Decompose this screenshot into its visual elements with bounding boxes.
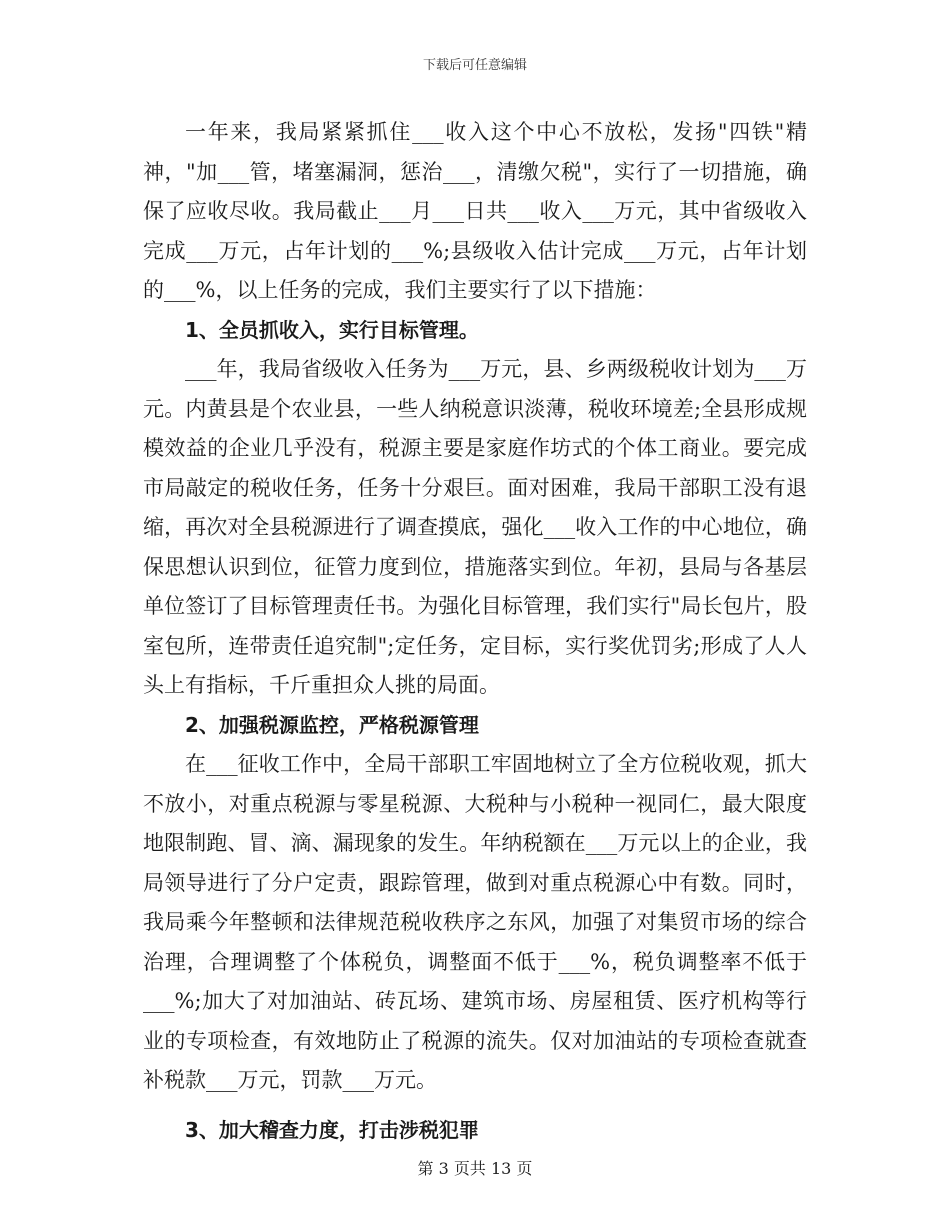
section-paragraph-2: 在___征收工作中，全局干部职工牢固地树立了全方位税收观，抓大不放小，对重点税源与零星税源、大税种与小税种一视同仁，最大限度地限制跑、冒、滴、漏现象的发生。年纳税额在___万元以上的企业，我局领导进行了分户定责，跟踪管理，做到对重点税源心中有数。同时，我局乘今年整顿和法律规范税收秩序之东风，加强了对集贸市场的综合治理，合理调整了个体税负，调整面不低于___%，税负调整率不低于___%;加大了对加油站、砖瓦场、建筑市场、房屋租赁、医疗机构等行业的专项检查，有效地防止了税源的流失。仅对加油站的专项检查就查补税款___万元，罚款___万元。 bbox=[143, 752, 807, 1092]
section-heading-3: 3、加大稽查力度，打击涉税犯罪 bbox=[185, 1117, 479, 1142]
intro-paragraph: 一年来，我局紧紧抓住___收入这个中心不放松，发扬"四铁"精神，"加___管，堵塞漏洞，惩治___，清缴欠税"，实行了一切措施，确保了应收尽收。我局截止___月___日共___收入___万元，其中省级收入完成___万元，占年计划的___%;县级收入估计完成___万元，占年计划的___%，以上任务的完成，我们主要实行了以下措施： bbox=[143, 120, 807, 302]
section-paragraph-1: ___年，我局省级收入任务为___万元，县、乡两级税收计划为___万元。内黄县是个农业县，一些人纳税意识淡薄，税收环境差;全县形成规模效益的企业几乎没有，税源主要是家庭作坊式的个体工商业。要完成市局敲定的税收任务，任务十分艰巨。面对困难，我局干部职工没有退缩，再次对全县税源进行了调查摸底，强化___收入工作的中心地位，确保思想认识到位，征管力度到位，措施落实到位。年初，县局与各基层单位签订了目标管理责任书。为强化目标管理，我们实行"局长包片，股室包所，连带责任追究制";定任务，定目标，实行奖优罚劣;形成了人人头上有指标，千斤重担众人挑的局面。 bbox=[143, 357, 807, 697]
document-body bbox=[143, 113, 807, 1150]
section-heading-2: 2、加强税源监控，严格税源管理 bbox=[185, 712, 479, 737]
page-footer: 第 3 页共 13 页 bbox=[417, 1159, 533, 1178]
section-heading-1: 1、全员抓收入，实行目标管理。 bbox=[185, 317, 479, 342]
page-header: 下载后可任意编辑 bbox=[422, 58, 527, 73]
